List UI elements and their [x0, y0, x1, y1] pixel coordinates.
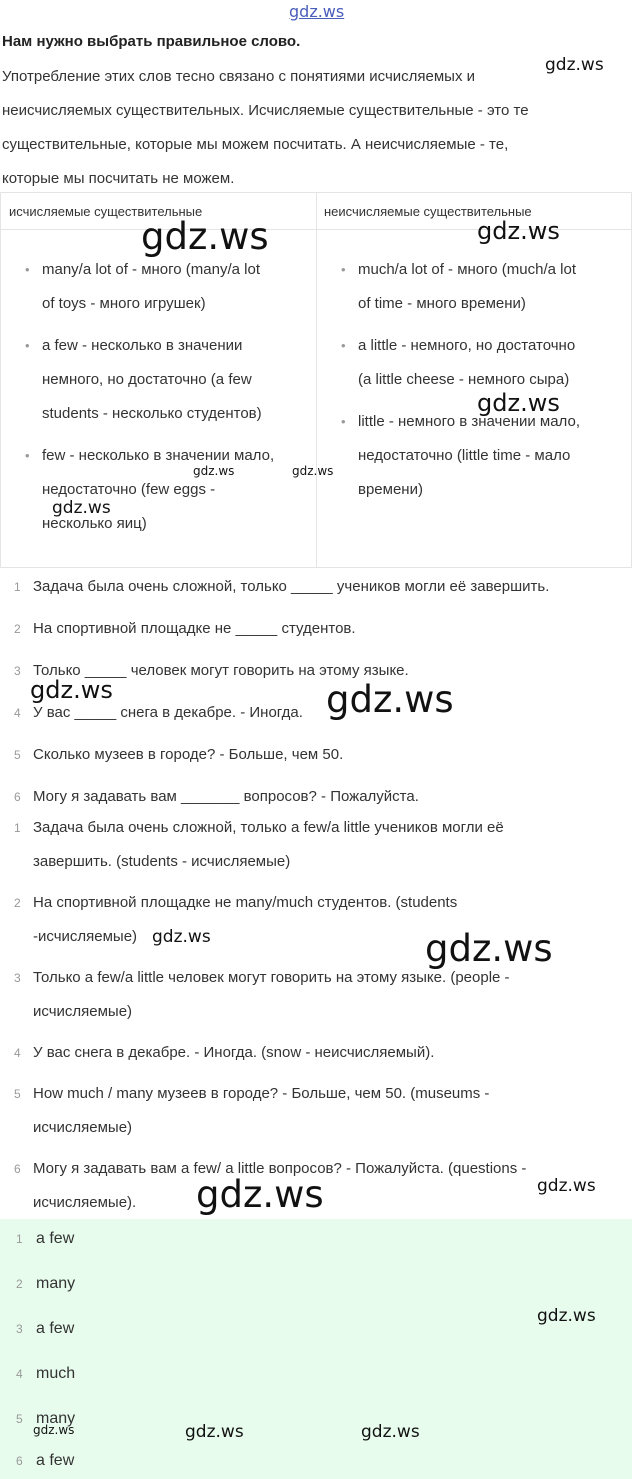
- watermark: gdz.ws: [196, 1173, 324, 1216]
- watermark: gdz.ws: [33, 1423, 75, 1437]
- question-item: 4 У вас _____ снега в декабре. - Иногда.: [14, 704, 303, 721]
- question-item: 2 На спортивной площадке не _____ студентов.: [14, 620, 356, 637]
- explanation-item: 6 Могу я задавать вам a few/ a little вопросов? - Пожалуйста. (questions - исчисляемые).: [14, 1160, 527, 1211]
- watermark: gdz.ws: [152, 927, 211, 947]
- table-header-uncountable: неисчисляемые существительные: [324, 204, 532, 219]
- watermark: gdz.ws: [292, 464, 334, 478]
- intro-line: которые мы посчитать не можем.: [2, 170, 235, 187]
- list-item: • a few - несколько в значении немного, но достаточно (a few students - несколько студентов): [20, 329, 312, 431]
- explanation-item: 2 На спортивной площадке не many/much студентов. (students -исчисляемые): [14, 894, 458, 945]
- explanation-item: 5 How much / many музеев в городе? - Больше, чем 50. (museums - исчисляемые): [14, 1085, 490, 1136]
- list-item: • little - немного в значении мало, недостаточно (little time - мало времени): [336, 405, 628, 507]
- intro-paragraph: [2, 60, 612, 196]
- answer-item: 4 much: [16, 1365, 76, 1382]
- table-column-divider: [316, 193, 317, 567]
- question-item: 1 Задача была очень сложной, только _____ учеников могли её завершить.: [14, 578, 550, 595]
- uncountable-list: [336, 253, 628, 515]
- explanation-item: 1 Задача была очень сложной, только a few/a little учеников могли её завершить. (students - исчисляемые): [14, 819, 504, 870]
- watermark: gdz.ws: [193, 464, 235, 478]
- question-item: 3 Только _____ человек могут говорить на этому языке.: [14, 662, 409, 679]
- watermark: gdz.ws: [477, 217, 560, 245]
- watermark: gdz.ws: [537, 1306, 596, 1326]
- explanation-item: 3 Только a few/a little человек могут говорить на этому языке. (people - исчисляемые): [14, 969, 510, 1020]
- watermark: gdz.ws: [30, 676, 113, 704]
- answers-panel: [0, 1219, 632, 1479]
- answer-item: 5 many: [16, 1410, 76, 1427]
- intro-line: неисчисляемых существительных. Исчисляемые существительные - это те: [2, 102, 529, 119]
- watermark: gdz.ws: [477, 389, 560, 417]
- watermark: gdz.ws: [141, 215, 269, 258]
- task-heading: Нам нужно выбрать правильное слово.: [2, 33, 301, 50]
- table-header-countable: исчисляемые существительные: [9, 204, 203, 219]
- watermark: gdz.ws: [425, 927, 553, 970]
- watermark: gdz.ws: [545, 55, 604, 75]
- intro-line: существительные, которые мы можем посчитать. А неисчисляемые - те,: [2, 136, 509, 153]
- answer-item: 3 a few: [16, 1320, 75, 1337]
- list-item: • many/a lot of - много (many/a lot of toys - много игрушек): [20, 253, 312, 321]
- answer-item: 1 a few: [16, 1230, 75, 1247]
- explanation-item: 4 У вас снега в декабре. - Иногда. (snow - неисчисляемый).: [14, 1044, 435, 1061]
- answer-item: 2 many: [16, 1275, 76, 1292]
- list-item: • a little - немного, но достаточно (a little cheese - немного сыра): [336, 329, 628, 397]
- watermark-link[interactable]: gdz.ws: [289, 2, 345, 21]
- list-item: • few - несколько в значении мало, недостаточно (few eggs - несколько яиц): [20, 439, 312, 541]
- watermark: gdz.ws: [52, 498, 111, 518]
- question-item: 5 Сколько музеев в городе? - Больше, чем 50.: [14, 746, 344, 763]
- watermark: gdz.ws: [326, 678, 454, 721]
- watermark: gdz.ws: [537, 1176, 596, 1196]
- watermark: gdz.ws: [361, 1422, 420, 1442]
- intro-line: Употребление этих слов тесно связано с понятиями исчисляемых и: [2, 68, 476, 85]
- explanations-list: [0, 811, 632, 1220]
- question-item: 6 Могу я задавать вам _______ вопросов? - Пожалуйста.: [14, 788, 419, 805]
- watermark: gdz.ws: [185, 1422, 244, 1442]
- list-item: • much/a lot of - много (much/a lot of time - много времени): [336, 253, 628, 321]
- answer-item: 6 a few: [16, 1452, 75, 1469]
